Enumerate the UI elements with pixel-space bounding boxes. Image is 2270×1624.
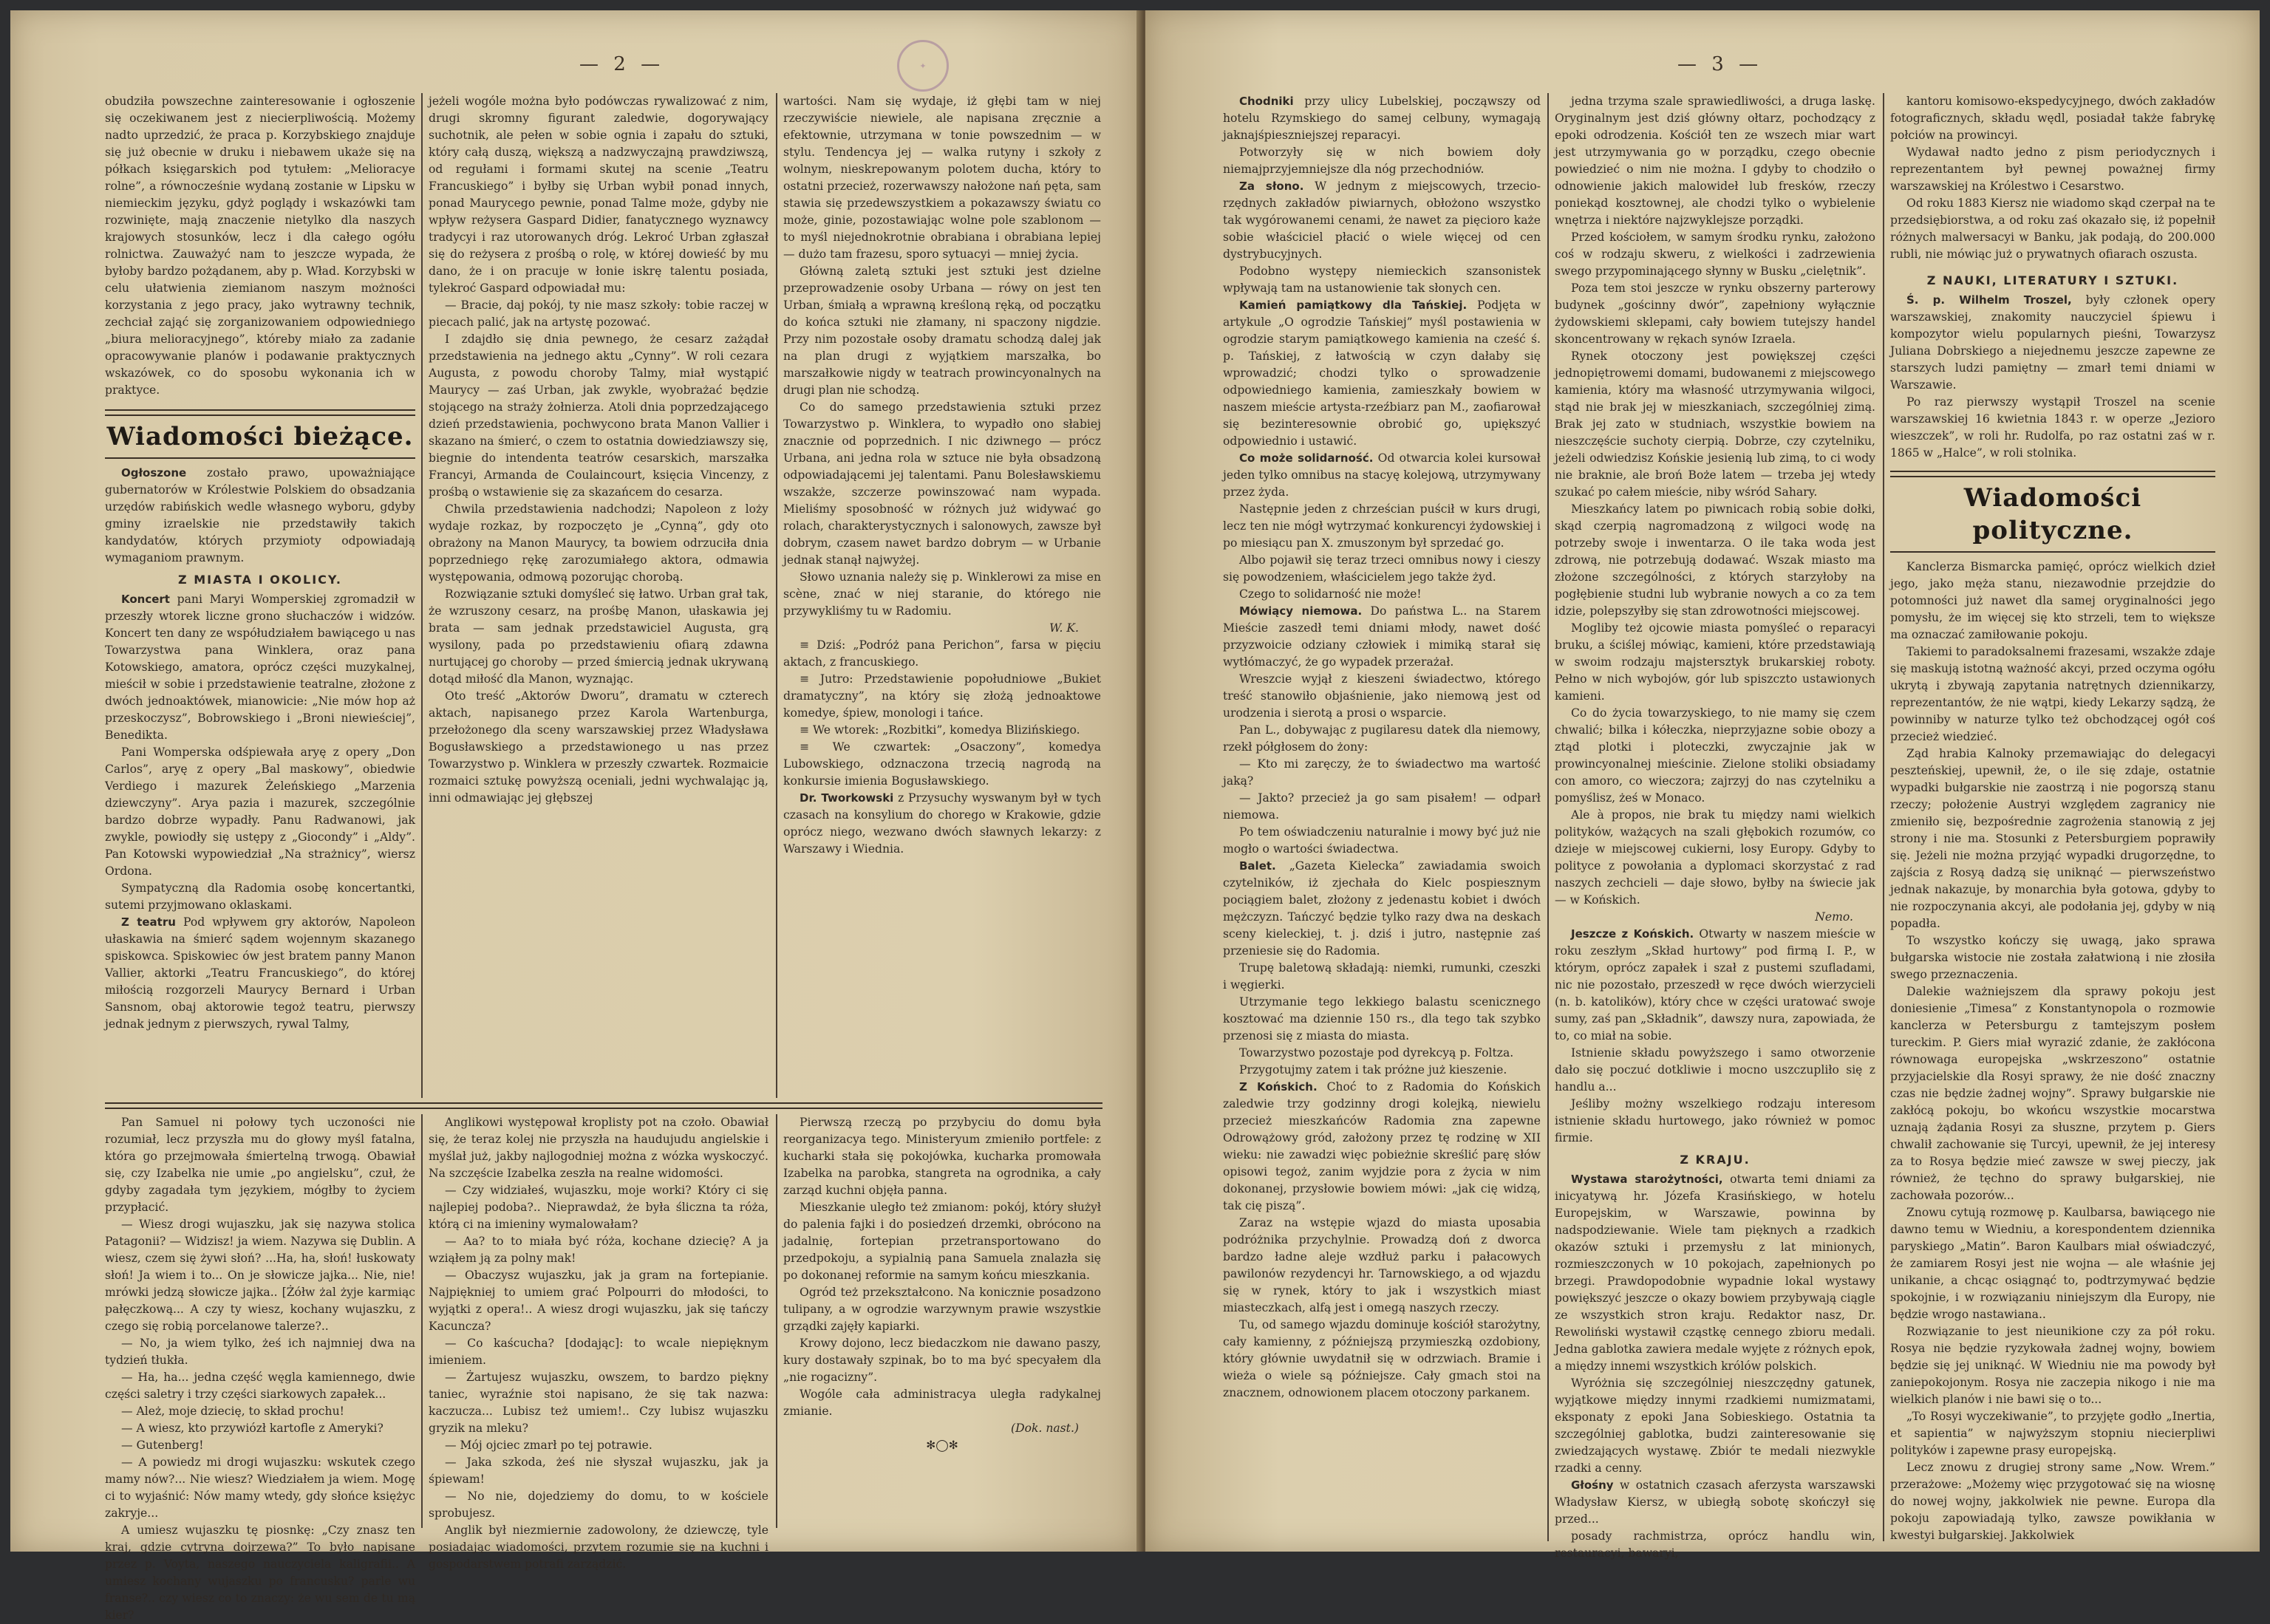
news-item-lead: Mówiący niemowa.	[1239, 604, 1363, 618]
paragraph: Słowo uznania należy się p. Winklerowi za mise en scène, znać w niej staranie, do którego nie przywykliśmy tu w Radomiu.	[783, 570, 1101, 618]
news-item-text: Otwarty w naszem mieście w roku zeszłym „Skład hurtowy” pod firmą I. P., w którym, oprócz zapałek i szał z pustemi szufladami, nic nie pozostało, przeszedł w ręce dwóch wierzycieli (n. b. katolików), który chce w części uratować swoje sumy, zaś pan „Składnik”, dawszy nura, zapowiada, że to, co miał na sobie.	[1555, 927, 1875, 1043]
news-item-text: Pan L., dobywając z pugilaresu datek dla niemowy, rzekł półgłosem do żony:	[1223, 723, 1541, 754]
paragraph: Anglikowi występował kroplisty pot na czoło. Obawiał się, że teraz kolej nie przyszła na haudujudu angielskie i myślał już, jakby najlogodniej można z wózka wyskoczyć. Na szczęście Izabelka zeszła na realne widomości.	[429, 1116, 768, 1180]
news-item	[1555, 229, 1875, 280]
feuilleton-column-2	[429, 1114, 768, 1571]
news-item-text: posady rachmistrza, oprócz handlu win, restauracyi, bawaryi,	[1555, 1529, 1875, 1560]
repertoire-item: ≡ Jutro: Przedstawienie popołudniowe „Bukiet dramatyczny”, na który się złożą jednoaktowe komedye, śpiew, monologi i tańce.	[783, 672, 1101, 720]
news-item	[1223, 1079, 1541, 1215]
divider	[105, 457, 415, 459]
news-item	[1555, 501, 1875, 620]
news-item	[1223, 1215, 1541, 1317]
news-item-text: Choć to z Radomia do Końskich zaledwie trzy godzinny drogi kolejką, niewielu przecież mieszkańców Radomia zna zapewne Odrowążowy gród, założony przez tę rodzinę w XII wieku: nie zawadzi więc pobieżnie skreślić parę słów opisowi tegoż, zanim wyjdzie pora z życia w nim dokonanej, przysłowie bowiem mówi: „jak cię widzą, tak cię piszą”.	[1223, 1080, 1541, 1212]
column-rule	[421, 93, 423, 1098]
news-item-text: Następnie jeden z chrześcian puścił w kurs drugi, lecz ten nie mógł wytrzymać konkurencyi żydowskiej i po miesiącu pan X. zmuszonym był sprzedać go.	[1223, 502, 1541, 550]
news-item-text: Poza tem stoi jeszcze w rynku obszerny parterowy budynek „gościnny dwór”, zapełniony wyłącznie żydowskiemi sklepami, cały bowiem tutejszy handel skoncentrowany w rękach synów Izraela.	[1555, 282, 1875, 346]
news-item	[1555, 705, 1875, 807]
paragraph: — Ależ, moje dziecię, to skład prochu!	[121, 1405, 344, 1418]
paragraph: — Czy widziałeś, wujaszku, moje worki? Który ci się najlepiej podoba?.. Nieprawdaż, że była śliczna ta róża, którą ci na imieniny wymalowałam?	[429, 1184, 768, 1231]
library-stamp-icon: ✦	[897, 40, 949, 92]
paragraph: Wogóle cała administracya uległa radykalnej zmianie.	[783, 1388, 1101, 1418]
paragraph: obudziła powszechne zainteresowanie i ogłoszenie się oczekiwanem jest z niecierpliwością. Możemy nadto uprzedzić, że praca p. Korzybskiego znajduje się już obecnie w druku i niebawem ukaże się na półkach księgarskich pod tytułem: „Melioracye rolne”, a równocześnie wydaną zostanie w Lipsku w niemieckim języku, gdyż poglądy i wskazówki tam rozwinięte, mają znaczenie nietylko dla naszych krajowych stosunków, lecz i dla całego ogółu rolnictwa. Zauważyć nam to jeszcze wypada, że byłoby bardzo pożądanem, aby p. Wład. Korzybski w celu ułatwienia ziemianom naszym możności korzystania z jego pracy, jako wytrawny technik, zechciał zająć się zorganizowaniem odpowiedniego „biura melioracyjnego”, któreby miało za zadanie opracowywanie planów i podawanie praktycznych wskazówek, co do sposobu wykonania ich w praktyce.	[105, 95, 415, 397]
paragraph: — Mój ojciec zmarł po tej potrawie.	[445, 1439, 652, 1452]
news-item-text: Zaraz na wstępie wjazd do miasta uposabia podróżnika przychylnie. Prowadzą doń z dworca bardzo ładne aleje wzdłuż parku i pałacowych pawilonów rezydencyi hr. Tarnowskiego, a od wjazdu się w rynek, który to jak i wszystkich miast miasteczkach, alfą jest i omegą naszych rzeczy.	[1223, 1216, 1541, 1314]
paragraph: A umiesz wujaszku tę piosnkę: „Czy znasz ten kraj, gdzie cytryna dojrzewa?” To było napisane przez p. Voyta, naszego nauczyciela kaligrafii.. A umiesz kochany wujaszku po francusku? parle wu franse?.. czy wiesz co to znaczy: że wu sem de tu mą kier?	[105, 1524, 415, 1622]
news-item-text: przy ulicy Lubelskiej, począwszy od hotelu Rzymskiego do samej celbuny, wymagają jaknajśpieszniejszej reparacyi.	[1223, 95, 1541, 142]
news-item	[1890, 394, 2215, 462]
paragraph: Pani Womperska odśpiewała aryę z opery „Don Carlos”, aryę z opery „Bal maskowy”, obiedwie Verdiego i mazurek Żeleńskiego „Marzenia dziewczyny”. Arya pazia i mazurek, szczególnie bardzo dobrze wypadły. Panu Radwanowi, jak zwykle, powiodły się ustępy z „Giocondy” i „Aldy”. Pan Kotowski wypowiedział „Na strażnicy”, wiersz Ordona.	[105, 745, 415, 878]
news-item	[1223, 824, 1541, 858]
news-item-text: Rozwiązanie to jest nieunikione czy za pół roku. Rosya nie będzie ryzykowała żadnej wojny, bowiem będzie się jej uniknąć. W Wiedniu nie ma powody był zaniepokojonym. Rosya nie zaczepia nikogo i nie ma wielkich planów i nie bawi się o to...	[1890, 1324, 2215, 1406]
repertoire-item: ≡ We czwartek: „Osaczony”, komedya Lubowskiego, odznaczona trzecią nagrodą na konkursie imienia Bogusławskiego.	[783, 740, 1101, 788]
news-item-text: były członek opery warszawskiej, znakomity nauczyciel śpiewu i kompozytor wielu popularnych pieśni, Towarzysz Juliana Dobrskiego a niejednemu jeszcze zapewne ze starszych ludzi pamiętny — zmarł temi dniami w Warszawie.	[1890, 293, 2215, 392]
news-item-text: Lecz znowu z drugiej strony same „Now. Wrem.” przerażowe: „Możemy więc przygotować się na wiosnę do nowej wojny, jakkolwiek nie pewne. Europa dla pokoju zapowiadają tylko, zawsze powikłania w kwestyi bułgarskiej. Jakkolwiek	[1890, 1460, 2215, 1542]
news-item-text: Takiemi to paradoksalnemi frazesami, wszakże zdaje się maskują istotną ważność akcyi, przed oczyma ogółu ukrytą i zbywają zapytania natrętnych dziennikarzy, reprezentantów, że nie wątpi, kiedy Lekarzy sądzą, że powinniby w naturze tylko też obchodzącej ogół coś przecież wiedzieć.	[1890, 644, 2215, 743]
news-item	[1890, 983, 2215, 1204]
repertoire-item: ≡ We wtorek: „Rozbitki”, komedya Blizińskiego.	[800, 723, 1080, 737]
news-item-text: Utrzymanie tego lekkiego balastu scenicznego kosztować ma dziennie 150 rs., dla tego tak szybko przenosi się z miasta do miasta.	[1223, 995, 1541, 1043]
news-tworkowski: Dr. Tworkowski z Przysuchy wyswanym był w tych czasach na konsylium do chorego w Krakowie, gdzie oprócz niego, wezwano dwóch sławnych lekarzy: z Warszawy i Wiednia.	[783, 791, 1101, 856]
news-item	[1223, 1045, 1541, 1062]
paragraph: Chwila przedstawienia nadchodzi; Napoleon z loży wydaje rozkaz, by rozpoczęto je „Cynną”, gdy oto obrażony na Manon Maurycy, ta bowiem odrzuciła dnia poprzedniego rękę zarozumiałego aktora, odmawia występowania, odmową pozorując chorobą.	[429, 502, 768, 584]
author-signature: Nemo.	[1815, 910, 1853, 924]
paragraph: Anglik był niezmiernie zadowolony, że dziewczę, tyle posiadając wiadomości, przytem rozumie się na kuchni i gospodarstwem potrafi zarządzić.	[429, 1524, 768, 1571]
news-item-text: — Jakto? przecież ja go sam pisałem! — odparł niemowa.	[1223, 791, 1541, 822]
news-item-text: Rynek otoczony jest powiększej części jednopiętrowemi domami, budowanemi z miejscowego kamienia, który ma własność utrzymywania wilgoci, stąd nie brak jej w mieszkaniach, szczególniej zimą. Brak jej zato w studniach, wszystkie bowiem na nieszczęście suchoty cierpią. Dobrze, czy czytelniku, jeżeli odwiedzisz Końskie jesienią lub zimą, to ci wody nie braknie, ale broń Boże latem — trzeba jej wtedy szukać po całem mieście, niby wśród Sahary.	[1555, 349, 1875, 499]
paragraph: Mieszkanie uległo też zmianom: pokój, który służył do palenia fajki i do posiedzeń drzemki, obrócono na jadalnię, fortepian przetransportowano do przedpokoju, a sypialnią pana Samuela znalazła się po dokonanej reformie na samym końcu mieszkania.	[783, 1201, 1101, 1282]
news-item	[1890, 932, 2215, 983]
news-item	[1223, 93, 1541, 144]
paragraph: — Ha, ha... jedna część węgla kamiennego, dwie części saletry i trzy części siarkowych zapałek...	[105, 1371, 415, 1401]
paragraph: Sympatyczną dla Radomia osobę koncertantki, sutemi przyjmowano oklaskami.	[105, 881, 415, 912]
news-item	[1223, 671, 1541, 722]
news-item-text: otwarta temi dniami za inicyatywą hr. Józefa Krasińskiego, w hotelu Europejskim, w Warszawie, powinna by nadspodziewanie. Wiele tam pięknych a rzadkich okazów sztuki i przemysłu z lat minionych, rozmieszczonych w 10 pokojach, zapełnionych po brzegi. Prawdopodobnie wypadnie lokal wystawy powiększyć jeszcze o okazy bowiem przybywają ciągle ze wszystkich stron kraju. Redaktor nasz, Dr. Rewoliński wystawił cząstkę cennego zbioru medali. Jedna gablotka zawiera medale wyjęte z różnych epok, a między innemi wszystkich królów polskich.	[1555, 1173, 1875, 1373]
section-divider	[1890, 471, 2215, 477]
news-item-text: Od roku 1883 Kiersz nie wiadomo skąd czerpał na te przedsiębiorstwa, a od roku zaś okazało się, iż popełnił różnych malwersacyi w Banku, jak podają, do 200.000 rubli, nie mówiąc już o prywatnych ofiarach oszusta.	[1890, 197, 2215, 261]
news-item	[1890, 746, 2215, 932]
paragraph: — Obaczysz wujaszku, jak ja gram na fortepianie. Najpiękniej to umiem grać Polpourri do młodości, to wyjątki z opera!.. A wiesz drogi wujaszku, jak się tańczy Kacuncza?	[429, 1269, 768, 1333]
news-item-text: Towarzystwo pozostaje pod dyrekcyą p. Foltza.	[1239, 1046, 1514, 1060]
news-item-lead: Z Końskich.	[1239, 1080, 1318, 1094]
news-item-text: Trupę baletową składają: niemki, rumunki, czeszki i węgierki.	[1223, 961, 1541, 992]
news-item-lead: Chodniki	[1239, 95, 1294, 108]
news-item	[1223, 1317, 1541, 1402]
news-item	[1223, 450, 1541, 501]
news-item	[1223, 552, 1541, 586]
news-item-lead: Balet.	[1239, 859, 1276, 873]
left-column-2	[429, 93, 768, 1091]
paragraph: — No nie, dojedziemy do domu, to w kościele sprobujesz.	[429, 1490, 768, 1520]
feuilleton-divider	[105, 1102, 1102, 1109]
news-item-text: W jednym z miejscowych, trzecio-rzędnych zakładów piwiarnych, obłożono wszystko tak wygórowanemi cenami, że nawet za pięcioro każe sobie właściciel płacić o wiele więcej od cen dystrybucyjnych.	[1223, 180, 1541, 261]
section-heading-news: Wiadomości bieżące.	[106, 422, 414, 451]
paragraph: Co do samego przedstawienia sztuki przez Towarzystwo p. Winklera, to wypadło ono słabiej znacznie od poprzednich. I nic dziwnego — prócz Urbana, ani jedna rola w sztuce nie była obsadzoną odpowiadającemi jej talentami. Panu Bolesławskiemu wszakże, szczerze powinszować nam wypada. Mieliśmy sposobność w różnych już widywać go rolach, charakterystycznych i salonowych, zawsze był dobrym, czasem nawet bardzo dobrym — w Urbanie jednak stanął najwyżej.	[783, 400, 1101, 567]
paragraph: I zdajdło się dnia pewnego, że cesarz zażądał przedstawienia na jednego aktu „Cynny”. W roli cezara Augusta, z powodu choroby Talmy, miał wystąpić Maurycy — zaś Urban, jak zwykle, wyobrażać będzie stojącego na straży żołnierza. Atoli dnia poprzedzającego dzień przedstawienia, pochwycono brata Manon Vallier i skazano na śmierć, o czem to ostatnia dowiedziawszy się, biegnie do intendenta teatrów cesarskich, marszałka Francyi, Armanda de Coulaincourt, księcia Vincenzy, z prośbą o wstawienie się za skazańcem do cesarza.	[429, 332, 768, 499]
feuilleton-column-3	[783, 1114, 1101, 1528]
news-item	[1555, 926, 1875, 1045]
newspaper-spread	[10, 10, 2260, 1622]
news-item-text: Tu, od samego wjazdu dominuje kościół starożytny, cały kamienny, z późniejszą przymieszką ozdobiony, który głównie uwydatnił się w odrzwiach. Bramie i wieża o wiele są późniejsze. Cały gmach stoi na znacznem, odnowionem placem otoczony parkanem.	[1223, 1318, 1541, 1399]
news-item-lead: Wystawa starożytności,	[1571, 1173, 1723, 1186]
news-item	[1555, 1171, 1875, 1375]
section-heading-city: Z MIASTA I OKOLICY.	[178, 572, 342, 587]
news-item-text: Podobno występy niemieckich szansonistek wpływają tam na ustanowienie tak słonych cen.	[1223, 265, 1541, 295]
news-item-text: Podjęta w artykule „O ogrodzie Tańskiej” myśl postawienia w ogrodzie starym pamiątkowego kamienia na cześć ś. p. Tańskiej, z łatwością w czyn dałaby się wprowadzić; chodzi tylko o sprowadzenie odpowiedniego kamienia, zamieszkały bowiem w naszem mieście artysta-rzeźbiarz pan M., zaofiarował się bezinteresownie obrobić go, upiększyć odpowiednio i ustawić.	[1223, 298, 1541, 448]
paragraph: Główną zaletą sztuki jest sztuki jest dzielne przeprowadzenie osoby Urbana — rówy on jest ten Urban, śmiałą a wprawną kreśloną ręką, od początku do końca sztuki nie złamany, ni spaczony nigdzie. Przy nim pozostałe osoby dramatu schodzą dalej jak na plan drugi z wyjątkiem marszałka, bo marszałkowie nigdy w teatrach prowincyonalnych na drugi plan nie schodzą.	[783, 265, 1101, 397]
news-item	[1890, 1459, 2215, 1544]
news-item	[1223, 178, 1541, 263]
news-item-text: To wszystko kończy się uwagą, jako sprawa bułgarska wistocie nie została załatwioną i nie złosiła swego przeznaczenia.	[1890, 933, 2215, 981]
left-page	[10, 10, 1141, 1622]
paragraph: Oto treść „Aktorów Dworu”, dramatu w czterech aktach, napisanego przez Karola Wartenburga, przełożonego dla sceny warszawskiej przez Władysława Bogusławskiego a przedstawionego u nas przez Towarzystwo p. Winklera w przeszły czwartek. Rozmaicie rozmaici sztukę powyższą oceniali, jedni wychwalając ją, inni odmawiając jej głębszej	[429, 689, 768, 805]
left-column-1	[105, 93, 415, 1091]
paragraph: Pierwszą rzeczą po przybyciu do domu była reorganizacya tego. Ministeryum zmieniło portfele: z kucharki stała się pokojówka, kucharka promowała Izabelka na parobka, stangreta na ogrodnika, a cały zarząd kuchni objęła panna.	[783, 1116, 1101, 1197]
news-item	[1890, 1408, 2215, 1459]
news-item-text: Wydawał nadto jedno z pism periodycznych i reprezentantem był pewnej poważnej firmy warszawskiej na Królestwo i Cesarstwo.	[1890, 146, 2215, 193]
news-item	[1223, 790, 1541, 824]
news-item	[1223, 586, 1541, 603]
news-item-text: Potworzyły się w nich bowiem doły niemajprzyjemniejsze dla nóg przechodniów.	[1223, 146, 1541, 176]
news-item	[1223, 297, 1541, 450]
news-item	[1555, 1045, 1875, 1096]
news-item	[1223, 263, 1541, 297]
paragraph: — Gutenberg!	[121, 1439, 204, 1452]
news-item	[1223, 1062, 1541, 1079]
news-item-text: Dalekie ważniejszem dla sprawy pokoju jest doniesienie „Timesa” z Konstantynopola o rozmowie kanclerza w Petersburgu z tamtejszym posłem tureckim. P. Giers miał wyrazić zdanie, że zakłócona równowaga europejska „wskrzeszono” ostatnie przyjacielskie dla Rosyi sprawy, że nie dość znaczny czas nie będzie żadnej wojny”. Sprawy bułgarskie nie zakłócą pokoju, bo wkońcu wszystkie mocarstwa uznają żądania Rosyi za słuszne, przytem p. Giers chwalił zachowanie się Turcyi, upewnił, że jej interesy za to Rosya będzie mieć zawsze w swej pieczy, jak również, że tęchno do sprawy bułgarskiej, nie zachowała pozorów...	[1890, 984, 2215, 1202]
right-column-2	[1555, 93, 1875, 1560]
paragraph: Rozwiązanie sztuki domyśleć się łatwo. Urban grał tak, że wzruszony cesarz, na prośbę Manon, ułaskawia jej brata — sam jednak przedstawiciel Augusta, grą wysilony, pada po przedstawieniu ofiarą zdawna nurtującej go choroby — przed śmiercią jednak ukrywaną dotąd miłość dla Manon, wyznając.	[429, 587, 768, 686]
news-item	[1890, 559, 2215, 644]
news-item-lead: Jeszcze z Końskich.	[1571, 927, 1694, 941]
news-item	[1223, 960, 1541, 994]
to-be-continued: (Dok. nast.)	[1011, 1422, 1079, 1435]
news-item-lead: Za słono.	[1239, 180, 1304, 193]
paragraph: — A powiedz mi drogi wujaszku: wskutek czego mamy nów?... Nie wiesz? Wiedziałem ja wiem. Mogę ci to wyjaśnić: Nów mamy wtedy, gdy słońce księżyc zakryje...	[105, 1456, 415, 1520]
news-item-text: Kanclerza Bismarcka pamięć, oprócz wielkich dzieł jego, jako męża stanu, niezawodnie przejdzie do potomności już nawet dla samej oryginalności jego pomysłu, że im więcej się kto strzeli, tem to większe ma oznaczać zamiłowanie pokoju.	[1890, 559, 2215, 641]
column-rule	[776, 93, 777, 1098]
page-number: — 2 —	[579, 53, 665, 75]
news-koncert: Koncert pani Maryi Womperskiej zgromadził w przeszły wtorek liczne grono słuchaczów i widzów. Koncert ten dany ze współudziałem bawiącego u nas Towarzystwa pana Winklera, oraz pana Kotowskiego, amatora, oprócz części muzykalnej, mieścił w sobie i przedstawienie teatralne, złożone z dwóch jednoaktówek, mianowicie: „Nie mów hop aż przeskoczysz”, Bobrowskiego i „Broni niewieściej”, Benedikta.	[105, 592, 415, 742]
news-item-text: Po tem oświadczeniu naturalnie i mowy być już nie mogło o wartości świadectwa.	[1223, 825, 1541, 856]
divider	[1890, 551, 2215, 553]
news-item-lead: Ś. p. Wilhelm Troszel,	[1906, 293, 2072, 307]
news-item-lead: Kamień pamiątkowy dla Tańskiej.	[1239, 298, 1468, 312]
paragraph: — Bracie, daj pokój, ty nie masz szkoły: tobie raczej w piecach palić, jak na artystę pozować.	[429, 298, 768, 329]
news-item-text: Czego to solidarność nie może!	[1239, 587, 1422, 601]
news-item	[1890, 1204, 2215, 1323]
news-item-text: Po raz pierwszy wystąpił Troszel na scenie warszawskiej 16 kwietnia 1843 r. w operze „Jezioro wieszczek”, w roli hr. Rudolfa, po raz ostatni zaś w r. 1865 w „Halce”, w roli stolnika.	[1890, 395, 2215, 460]
paragraph: — Aa? to to miała być róża, kochane dziecię? A ja wziąłem ją za polny mak!	[429, 1235, 768, 1265]
news-item-text: „Gazeta Kielecka” zawiadamia swoich czytelników, iż zjechała do Kielc pospiesznym pociągiem balet, złożony z jedenastu kobiet i dwóch mężczyzn. Tańczyć będzie tylko razy dwa na deskach sceny kieleckiej, t. j. dziś i jutro, następnie zaś przeniesie się do Radomia.	[1223, 859, 1541, 958]
news-item-lead: Głośny	[1571, 1478, 1614, 1492]
section-divider	[105, 409, 415, 416]
news-item-text: Co do życia towarzyskiego, to nie mamy się czem chwalić; bilka i kółeczka, nieprzyjazne sobie obozy a ztąd plotki i ploteczki, zwyczajnie jak w prowincyonalnej mieścinie. Zielone stoliki obsiadamy con amoro, co wieczora; zajrzyj do nas czytelniku a pomyślisz, żeś w Monaco.	[1555, 706, 1875, 805]
news-teatr: Z teatru Pod wpływem gry aktorów, Napoleon ułaskawia na śmierć sądem wojennym skazanego spiskowca. Spiskowiec ów jest bratem panny Manon Vallier, aktorki „Teatru Francuskiego”, do której miłością rozgorzeli Maurycy Bernard i Urban Sansnom, obaj aktorowie tegoż teatru, pierwszy jednak jednym z pierwszych, rywal Talmy,	[105, 915, 415, 1031]
news-item-text: Przed kościołem, w samym środku rynku, założono coś w rodzaju skweru, z wielkości i zadrzewienia swego przypominającego słynny w Busku „cielętnik”.	[1555, 231, 1875, 278]
news-item	[1555, 807, 1875, 909]
news-item-text: — Kto mi zaręczy, że to świadectwo ma wartość jaką?	[1223, 757, 1541, 788]
paragraph: Krowy dojono, lecz biedaczkom nie dawano paszy, kury dostawały szpinak, bo to ma być specyałem dla „nie rogacizny”.	[783, 1337, 1101, 1384]
paragraph: — No, ja wiem tylko, żeś ich najmniej dwa na tydzień tłukła.	[105, 1337, 415, 1367]
news-item-text: Do państwa L.. na Starem Mieście zaszedł temi dniami młody, nawet dość przyzwoicie odziany człowiek i mimiką starał się wytłómaczyć, że go wypadek przerażał.	[1223, 604, 1541, 669]
news-item	[1555, 1375, 1875, 1477]
right-column-1	[1223, 93, 1541, 1541]
news-item	[1890, 93, 2215, 144]
column-rule	[776, 1114, 777, 1528]
section-heading-politics: Wiadomości polityczne.	[1963, 483, 2142, 545]
section-heading-science: Z NAUKI, LITERATURY I SZTUKI.	[1926, 273, 2179, 287]
news-item	[1890, 1323, 2215, 1408]
section-heading: Z KRAJU.	[1680, 1153, 1751, 1167]
news-item-text: jedna trzyma szale sprawiedliwości, a druga laskę. Oryginalnym jest dziś główny ołtarz, pochodzący z epoki odrodzenia. Kościół ten ze wszech miar wart jest utrzymywania go w porządku, czego obecnie powiedzieć o nim nie można. I gdyby to chodziło o odnowienie jakich malowideł lub fresków, rzeczy poniekąd kosztownej, ale chodzi tylko o wybielenie wnętrza i niektóre najzwyklejsze porządki.	[1555, 95, 1875, 227]
page-number: — 3 —	[1677, 53, 1763, 75]
news-item-text: „To Rosyi wyczekiwanie”, to przyjęte godło „Inertia, et sapientia” w najwyższym stopniu niecierpliwi polityków i zapewne prasy europejską.	[1890, 1409, 2215, 1457]
news-item-text: Jeśliby możny wszelkiego rodzaju interesom istnienie składu hurtowego, jako również w pomoc firmie.	[1555, 1097, 1875, 1144]
paragraph: — Wiesz drogi wujaszku, jak się nazywa stolica Patagonii? — Widzisz! ja wiem. Nazywa się Dublin. A wiesz, czem się żywi słoń? ...Ha, ha, słoń! łuskowaty słoń! Ja wiem i to... On je słowicze jajka... Nie, nie! mrówki jedzą słowicze jajka.. [Żółw żal żyje karmiąc pałęczkową... A czy ty wiesz, kochany wujaszku, z czego się robią porcelanowe talerze?..	[105, 1218, 415, 1333]
news-item-text: w ostatnich czasach aferzysta warszawski Władysław Kiersz, w ubiegłą sobotę skończył się przed...	[1555, 1478, 1875, 1526]
column-rule	[1883, 93, 1884, 1541]
news-item-text: Mieszkańcy latem po piwnicach robią sobie dołki, skąd czerpią nagromadzoną z wilgoci wodę na potrzeby swoje i inwentarza. O ile taka woda jest zdrową, nie potrzebują dodawać. Wszak miasto ma złożone szczególności, z których starzyłoby na pogłębienie studni lub wybranie nowych a co za tem idzie, polepszyłby się stan zdrowotności miejscowej.	[1555, 502, 1875, 618]
news-item	[1223, 722, 1541, 756]
right-column-3	[1890, 93, 2215, 1541]
news-item-text: Wyróżnia się szczególniej nieszczędny gatunek, wyjątkowe między innymi rzadkiemi numizmatami, eksponaty z epoki Jana Sobieskiego. Ostatnia ta szczególniej gablotka, budzi zainteresowanie się zwiedzających wystawę. Zbiór te medali niezwykle rzadki a cenny.	[1555, 1376, 1875, 1475]
news-item	[1890, 292, 2215, 394]
news-item	[1223, 144, 1541, 178]
news-item	[1223, 501, 1541, 552]
news-item-text: Przygotujmy zatem i tak próżne już kieszenie.	[1239, 1063, 1507, 1077]
news-item	[1223, 994, 1541, 1045]
left-column-3	[783, 93, 1101, 1091]
news-item	[1555, 93, 1875, 229]
news-item-text: Istnienie składu powyższego i samo otworzenie dało się poczuć dotkliwie i mocno uszczupliło się z handlu a...	[1555, 1046, 1875, 1094]
news-item	[1555, 620, 1875, 705]
news-item	[1555, 1477, 1875, 1528]
feuilleton-column-1	[105, 1114, 415, 1622]
repertoire-item: ≡ Dziś: „Podróż pana Perichon”, farsa w pięciu aktach, z francuskiego.	[783, 638, 1101, 669]
news-item-text: Ale à propos, nie brak tu między nami wielkich polityków, ważących na szali głębokich rozumów, co dzieje w miejscowej cukierni, losy Europy. Gdyby to polityce z powołania a dyplomaci skorzystać z rad naszych zechcieli — daje słowo, byłby na świecie jak — w Końskich.	[1555, 808, 1875, 907]
news-item-text: Mogliby też ojcowie miasta pomyśleć o reparacyi bruku, a ściślej mówiąc, kamieni, które przedstawiają w swoim rodzaju majstersztyk brukarskiej roboty. Pełno w nich wybojów, gór lub spiszczto ustawionych kamieni.	[1555, 621, 1875, 703]
news-item-text: Ząd hrabia Kalnoky przemawiając do delegacyi peszteńskiej, upewnił, że, o ile się zdaje, ostatnie wypadki bułgarskie nie zaostrzą i nie pogorszą stanu rzeczy; położenie Austryi względem zagranicy nie zmieniło się, bezpośrednie zagrożenia stanowią z jej strony i nie ma. Stosunki z Petersburgiem poprawiły się. Jeżeli nie można przyjąć wypadki drugorzędne, to zajścia z Rosyą dadzą się uniknąć — pierwszeństwo jednak nakazuje, by monarchia była gotowa, gdyby to nie rozpoczynania akcyi, ale podołania jej, gdyby w nią popadła.	[1890, 746, 2215, 930]
news-item-text: Wreszcie wyjął z kieszeni świadectwo, którego treść stanowiło objaśnienie, jako niemową jest od urodzenia i sierotą a prosi o wsparcie.	[1223, 672, 1541, 720]
paragraph: Ogród też przekształcono. Na konicznie posadzono tulipany, a w ogrodzie warzywnym prawie wszystkie grządki zajęły kapiarki.	[783, 1286, 1101, 1333]
news-item-text: Znowu cytują rozmowę p. Kaulbarsa, bawiącego nie dawno temu w Wiedniu, a korespondentem dziennika paryskiego „Matin”. Baron Kaulbars miał oświadczyć, że zamiarem Rosyi jest nie wojna — ale właśnie jej unikanie, a chcąc osiągnąć to, podtrzymywać będzie spokojnie, i w rozwiązaniu niniejszym dla Europy, nie będzie wrogo nastawiana..	[1890, 1205, 2215, 1321]
news-item	[1223, 858, 1541, 960]
news-item	[1555, 280, 1875, 348]
news-item	[1555, 1096, 1875, 1147]
news-item-text: kantoru komisowo-ekspedycyjnego, dwóch zakładów fotograficznych, składu wędl, posiadał także fabrykę połciów na prowincyi.	[1890, 95, 2215, 142]
ornament-icon: ✻◯✻	[926, 1439, 958, 1452]
right-page	[1145, 10, 2260, 1560]
news-item-lead: Co może solidarność.	[1239, 451, 1374, 465]
paragraph: — Żartujesz wujaszku, owszem, to bardzo piękny taniec, wyraźnie stoi napisano, że się tak nazwa: kaczucza... Lubisz też umiem!.. Czy lubisz wujaszku gryzik na mleku?	[429, 1371, 768, 1435]
news-ogloszone: Ogłoszone zostało prawo, upoważniające gubernatorów w Królestwie Polskiem do obsadzania urzędów rabińskich wedle własnego wyboru, gdyby gminy izraelskie nie przedstawiły takich kandydatów, których przymioty odpowiadają wymaganiom prawnym.	[105, 465, 415, 564]
news-item	[1890, 144, 2215, 195]
paragraph: jeżeli wogóle można było podówczas rywalizować z nim, drugi skromny figurant zaledwie, dogorywający suchotnik, ale pełen w sobie ognia i zapału do sztuki, który całą duszą, większą a nadzwyczajną prawdziwszą, od regułami i formami skutej na scenie „Teatru Francuskiego” i byłby się Urban wybił ponad innych, ponad Maurycego pewnie, ponad Talme może, gdyby nie wpływ reżysera Gaspard Didier, fanatycznego wyznawcy tradycyi i raz utorowanych dróg. Lekroć Urban zgłaszał się do reżysera z prośbą o rolę, w której dowieść by mu dano, że i on pracuje w łonie iskrę talentu posiada, tylekroć Gaspard odpowiadał mu:	[429, 95, 768, 295]
news-item	[1223, 756, 1541, 790]
news-item	[1555, 348, 1875, 501]
news-item	[1890, 195, 2215, 263]
paragraph: Pan Samuel ni połowy tych uczoności nie rozumiał, lecz przyszła mu do głowy myśl fatalna, która go przejmowała śmiertelną trwogą. Obawiał się, czy Izabelka nie umie „po angielsku”, czuł, że gdyby zagadała tym językiem, mógłby to życiem przypłacić.	[105, 1116, 415, 1214]
paragraph: — A wiesz, kto przywiózł kartofle z Ameryki?	[121, 1422, 384, 1435]
news-item-text: Od otwarcia kolei kursował jeden tylko omnibus na stacyę kolejową, utrzymywany przez żyda.	[1223, 451, 1541, 499]
news-item	[1555, 1528, 1875, 1562]
column-rule	[1547, 93, 1549, 1541]
author-signature: W. K.	[1049, 621, 1079, 635]
paragraph: — Co kaścucha? [dodając]: to wcale niepięknym imieniem.	[429, 1337, 768, 1367]
news-item-text: Albo pojawił się teraz trzeci omnibus nowy i cieszy się powodzeniem, właścicielem jego także żyd.	[1223, 553, 1541, 584]
column-rule	[421, 1114, 423, 1528]
paragraph: — Jaka szkoda, żeś nie słyszał wujaszku, jak ja śpiewam!	[429, 1456, 768, 1486]
paragraph: wartości. Nam się wydaje, iż głębi tam w niej rzeczywiście niewiele, ale napisana zręcznie a efektownie, utrzymana w tonie powszednim — w stylu. Tendencya jej — walka rutyny i szkoły z wolnym, nieskrepowanym polotem ducha, który to ostatni przecież, rozerwawszy nałożone nań pęta, sam stawia się przedewszystkiem a pokazawszy światu co może, ginie, pozostawiając wolne pole szablonom — to myśl niejednokrotnie obrabiana i obrabiana lepiej — dużo tam frazesu, sporo sytuacyi — mniej życia.	[783, 95, 1101, 261]
news-item	[1890, 644, 2215, 746]
news-item	[1223, 603, 1541, 671]
